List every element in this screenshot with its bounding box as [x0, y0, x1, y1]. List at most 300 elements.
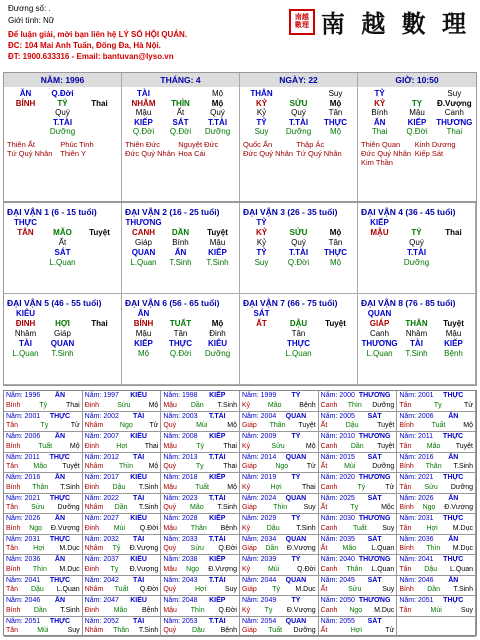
year-phase: T.Sinh — [296, 524, 316, 532]
year-bottom — [242, 442, 316, 452]
year-cell — [397, 453, 476, 474]
year-god: KIÊU — [130, 433, 147, 440]
phone-email-line[interactable]: ĐT: 1900.633316 - Email: bantuvan@lyso.vn — [8, 52, 174, 61]
year-top — [85, 494, 159, 504]
year-branch: Ngọ — [186, 565, 200, 573]
dai-van-title: ĐẠI VẬN 5 (46 - 55 tuổi) — [7, 298, 102, 308]
dai-van-cell: Mậu — [135, 329, 152, 338]
address-line: ĐC: 104 Mai Anh Tuấn, Đống Đa, Hà Nội. — [8, 41, 161, 50]
year-bottom — [6, 585, 80, 595]
dai-van-cell: Thai — [445, 228, 462, 237]
pillar-cell: Tân — [328, 108, 343, 117]
year-phase: Tử — [149, 422, 159, 429]
year-god: T.TÀI — [208, 453, 226, 461]
year-label: Năm: 2009 — [241, 433, 277, 440]
year-bottom — [321, 503, 395, 513]
dai-van-cell: DẬU — [289, 319, 308, 328]
year-branch: Dần — [33, 606, 47, 614]
year-label: Năm: 2035 — [320, 535, 355, 543]
pillar-cell: Thai — [371, 127, 388, 136]
year-stem: Bính — [6, 524, 21, 532]
year-cell — [161, 535, 240, 556]
dai-van-cell: KIẾP — [370, 218, 389, 227]
year-label: Năm: 2033 — [163, 535, 198, 543]
pillar-title: GIỜ: 10:50 — [358, 73, 476, 87]
pillar-2 — [240, 73, 358, 201]
pillar-cell — [81, 89, 118, 99]
year-phase: Đ.Vượng — [444, 504, 473, 511]
year-label: Năm: 2002 — [84, 412, 119, 420]
dai-van-cell — [162, 309, 199, 319]
year-god: THỰC — [442, 433, 464, 440]
year-god: ẤN — [448, 576, 459, 584]
dai-van-cell: L.Quan — [130, 258, 157, 267]
pillar-cell: Canh — [444, 108, 464, 117]
year-phase: T.Sinh — [138, 504, 159, 511]
pillar-cell: Mộ — [211, 98, 224, 108]
star-label: Kim Thần — [361, 157, 393, 167]
year-stem: Đinh — [84, 401, 100, 409]
year-top — [399, 576, 473, 586]
year-cell — [240, 391, 319, 412]
pillar-cell — [81, 108, 118, 118]
dai-van-cell — [81, 309, 118, 319]
year-cell — [83, 453, 162, 474]
year-branch: Thân — [113, 627, 130, 634]
year-bottom — [321, 585, 395, 595]
year-stem: Giáp — [241, 627, 257, 634]
dai-van-cell — [435, 309, 472, 319]
year-bottom — [163, 565, 237, 575]
year-label: Năm: 2001 — [6, 412, 41, 420]
pillar-row — [7, 108, 118, 118]
pillar-cell — [280, 89, 317, 99]
year-branch: Thân — [346, 565, 363, 573]
pillar-row — [243, 89, 354, 99]
year-stem: Giáp — [241, 545, 257, 552]
year-cell — [4, 555, 83, 576]
dai-van-cell: Nhâm — [14, 329, 37, 338]
dai-van-8 — [358, 294, 476, 385]
dai-van-cell — [44, 218, 81, 228]
pillar-cell: TÀI — [137, 89, 150, 98]
dai-van-cell: Kỷ — [256, 238, 267, 247]
year-cell — [4, 494, 83, 515]
year-stem: Ất — [320, 463, 328, 470]
dai-van-cell: TÀI — [410, 339, 423, 348]
dai-van-row — [125, 329, 236, 339]
year-god: T.TÀI — [208, 617, 226, 625]
pillar-row — [125, 118, 236, 128]
year-bottom — [85, 503, 159, 513]
year-phase: L.Quan — [371, 545, 395, 552]
year-branch: Hợi — [350, 627, 362, 634]
year-stem: Tân — [6, 586, 19, 593]
year-phase: Suy — [382, 524, 395, 532]
year-god: SÁT — [367, 617, 382, 625]
pillar-stars — [125, 140, 236, 158]
year-bottom — [399, 544, 473, 554]
dai-van-cell: T.Sinh — [206, 258, 229, 267]
pillar-cell: Ất — [176, 108, 185, 117]
year-top — [85, 453, 159, 463]
dai-van-row — [361, 319, 472, 329]
year-cell — [83, 391, 162, 412]
year-bottom — [321, 483, 395, 493]
year-label: Năm: 2032 — [84, 535, 119, 543]
dai-van-cell — [361, 238, 398, 248]
year-stem: Mậu — [163, 565, 177, 573]
dai-van-cell — [435, 238, 472, 248]
year-phase: Mộ — [305, 442, 316, 450]
year-bottom — [399, 401, 473, 411]
year-branch: Dậu — [112, 483, 126, 491]
pillar-1 — [122, 73, 240, 201]
dai-van-cell — [361, 258, 398, 268]
year-god: T.TÀI — [208, 535, 226, 543]
year-god: TÀI — [132, 576, 145, 584]
year-phase: M.Dục — [59, 565, 80, 573]
year-phase: Suy — [303, 504, 316, 511]
year-label: Năm: 2045 — [320, 576, 355, 584]
year-stem: Tân — [6, 463, 19, 470]
year-god: SÁT — [367, 576, 382, 584]
dai-van-cell — [81, 258, 118, 268]
pillar-cell: Quý — [291, 108, 306, 117]
year-cell — [4, 596, 83, 617]
year-god: KIÊU — [130, 392, 147, 399]
year-bottom — [242, 606, 316, 616]
year-stem: Tân — [6, 422, 19, 429]
year-top — [163, 576, 237, 586]
year-cell — [4, 576, 83, 597]
year-top — [85, 514, 159, 524]
year-branch: Sửu — [190, 545, 204, 552]
year-branch: Dậu — [345, 422, 359, 429]
dai-van-cell — [162, 218, 199, 228]
dai-van-row — [125, 349, 236, 359]
year-label: Năm: 2053 — [163, 617, 198, 625]
year-cell — [4, 617, 83, 638]
year-label: Năm: 2051 — [6, 617, 41, 625]
year-branch: Tuất — [114, 586, 129, 593]
dai-van-cell — [317, 349, 354, 359]
dai-van-row — [125, 258, 236, 268]
year-phase: Đ.Vượng — [286, 606, 316, 614]
year-phase: Tử — [385, 483, 395, 491]
year-branch: Mão — [113, 606, 128, 614]
pillar-cell: TỴ — [411, 98, 423, 108]
year-label: Năm: 2024 — [241, 494, 277, 502]
four-pillars — [3, 72, 477, 202]
year-god: KIÊU — [130, 597, 147, 604]
dai-van-cell — [44, 309, 81, 319]
year-bottom — [321, 442, 395, 452]
dai-van-cell: Bệnh — [444, 349, 463, 358]
year-god: KIẾP — [209, 515, 226, 522]
dai-van-cell: TÀI — [19, 339, 32, 348]
year-phase: Q.Đời — [218, 606, 237, 614]
pillar-cell: SỬU — [289, 98, 308, 108]
year-phase: L.Quan — [56, 586, 80, 593]
year-branch: Dậu — [191, 627, 205, 634]
year-branch: Mão — [190, 504, 204, 511]
pillar-cell: Mộ — [211, 89, 224, 98]
year-top — [6, 391, 80, 401]
year-phase: Đ.Vượng — [208, 565, 237, 573]
year-label: Năm: 2026 — [6, 515, 41, 522]
pillar-cell — [81, 118, 118, 128]
year-branch: Tuất — [195, 483, 209, 491]
year-bottom — [321, 606, 395, 616]
year-stem: Đinh — [84, 442, 100, 450]
year-bottom — [6, 462, 80, 472]
year-god: KIẾP — [209, 392, 226, 399]
dai-van-cell: Giáp — [54, 329, 71, 338]
year-label: Năm: 2004 — [241, 412, 277, 420]
year-phase: T.Sinh — [453, 463, 473, 470]
year-bottom — [242, 421, 316, 431]
dai-van-cell: MÃO — [53, 228, 72, 237]
dai-van-cell: Dưỡng — [204, 349, 231, 358]
year-god: QUAN — [285, 535, 307, 543]
year-label: Năm: 2027 — [84, 515, 119, 522]
year-label: Năm: 2051 — [399, 597, 434, 604]
year-bottom — [399, 442, 473, 452]
year-phase: T.Sinh — [217, 504, 237, 511]
year-stem: Ất — [320, 545, 328, 552]
year-phase: Đ.Vượng — [129, 545, 159, 552]
year-top — [163, 555, 237, 565]
year-label: Năm: 2020 — [320, 474, 355, 481]
dai-van-cell: SỬU — [289, 228, 308, 237]
year-top — [242, 514, 316, 524]
owner-line: Đương số: . — [8, 4, 51, 13]
year-top — [399, 555, 473, 565]
star-label: Thiên Y — [60, 148, 86, 158]
dai-van-cell: T.TÀI — [288, 248, 309, 257]
year-stem: Giáp — [241, 586, 257, 593]
year-cell — [319, 432, 398, 453]
year-bottom — [85, 401, 159, 411]
year-top — [242, 617, 316, 627]
dai-van-cell — [280, 309, 317, 319]
dai-van-cell — [317, 329, 354, 339]
pillar-row — [361, 89, 473, 99]
year-label: Năm: 2041 — [6, 576, 41, 584]
year-cell — [397, 391, 476, 412]
year-god: ẤN — [54, 556, 66, 563]
year-bottom — [163, 503, 237, 513]
year-stem: Tân — [399, 606, 412, 614]
year-branch: Dần — [190, 401, 204, 409]
dai-van-cell: THÂN — [405, 319, 428, 328]
year-cell — [83, 432, 162, 453]
year-bottom — [6, 503, 80, 513]
year-god: THƯƠNG — [358, 474, 391, 481]
year-label: Năm: 2052 — [84, 617, 119, 625]
pillar-cell: BÍNH — [15, 98, 36, 108]
year-phase: T.Sinh — [217, 401, 237, 409]
year-phase: Dưỡng — [372, 401, 395, 409]
pillar-row — [243, 118, 354, 128]
year-god: THƯƠNG — [358, 392, 391, 399]
year-cell — [161, 412, 240, 433]
year-stem: Bính — [399, 422, 414, 429]
year-branch: Dậu — [266, 524, 280, 532]
pillar-cell: T.TÀI — [288, 117, 309, 127]
year-label: Năm: 2029 — [241, 515, 277, 522]
dai-van-1 — [4, 203, 122, 294]
dai-van-cell: Mộ — [137, 349, 150, 358]
year-cell — [83, 535, 162, 556]
year-stem: Mậu — [163, 483, 177, 491]
year-god: KIÊU — [130, 515, 147, 522]
year-label: Năm: 2005 — [320, 412, 355, 420]
year-bottom — [85, 544, 159, 554]
year-phase: M.Dục — [374, 606, 395, 614]
year-top — [163, 453, 237, 463]
year-phase: Tử — [385, 627, 395, 634]
pillar-cell: THÂN — [250, 89, 273, 98]
star-label: Đức Quý Nhân — [361, 148, 412, 158]
dai-van-4 — [358, 203, 476, 294]
year-label: Năm: 2022 — [84, 494, 119, 502]
year-bottom — [242, 503, 316, 513]
dai-van-cell: T.Sinh — [169, 258, 192, 267]
pillar-row — [243, 108, 354, 118]
year-branch: Mùi — [267, 565, 280, 573]
year-top — [85, 555, 159, 565]
dai-van-cell — [435, 248, 472, 258]
year-cell — [240, 576, 319, 597]
dai-van-cell — [7, 258, 44, 268]
year-god: ĂN — [54, 392, 66, 399]
pillar-cell: Quý — [210, 108, 225, 117]
dai-van-cell: TÝ — [411, 228, 422, 237]
year-branch: Ngọ — [119, 422, 133, 429]
year-branch: Tý — [357, 483, 366, 491]
year-stem: Nhâm — [84, 586, 104, 593]
dai-van-cell: Thai — [91, 319, 108, 328]
year-god: TỶ — [291, 433, 301, 440]
year-god: QUAN — [285, 412, 307, 420]
dai-van-row — [361, 218, 472, 228]
year-stem: Bính — [6, 401, 21, 409]
year-god: QUAN — [285, 576, 307, 584]
pillar-cell: SÁT — [172, 117, 189, 127]
year-cell — [4, 391, 83, 412]
year-branch: Thân — [425, 463, 442, 470]
dai-van-cell — [243, 349, 280, 359]
dai-van-row — [243, 319, 354, 329]
pillar-cell: Suy — [447, 89, 462, 98]
dai-van-row — [243, 218, 354, 228]
year-branch: Ngọ — [29, 524, 43, 532]
year-cell — [397, 596, 476, 617]
year-god: KIẾP — [209, 433, 226, 440]
year-branch: Thân — [32, 483, 49, 491]
year-stem: Kỷ — [241, 565, 251, 573]
year-label: Năm: 2003 — [163, 412, 198, 420]
year-stem: Quý — [163, 463, 177, 470]
dai-van-cell: CANH — [131, 228, 156, 237]
year-stem: Quý — [163, 627, 177, 634]
year-top — [242, 596, 316, 606]
year-label: Năm: 2006 — [399, 412, 434, 420]
pillar-cell — [7, 127, 44, 137]
year-label: Năm: 2055 — [320, 617, 355, 625]
year-label: Năm: 2008 — [163, 433, 198, 440]
year-phase: Thai — [223, 442, 237, 450]
year-god: ẤN — [448, 412, 459, 420]
year-cell — [319, 494, 398, 515]
dai-van-cell — [398, 309, 435, 319]
pillar-cell: T.TÀI — [52, 117, 73, 127]
year-stem: Canh — [320, 483, 338, 491]
dai-van-row — [243, 309, 354, 319]
year-cell — [161, 514, 240, 535]
brand-title: 南 越 數 理 — [320, 9, 470, 38]
year-god: THỰC — [49, 535, 71, 543]
year-god: ẤN — [448, 535, 459, 543]
dai-van-row — [361, 339, 472, 349]
dai-van-cell — [7, 238, 44, 248]
star-label: Hoa Cái — [178, 148, 206, 158]
pillar-cell: Mộ — [329, 98, 342, 108]
pillar-cell: TỶ — [256, 117, 267, 127]
year-label: Năm: 2036 — [6, 556, 41, 563]
pillar-cell: Q.Đời — [169, 127, 192, 136]
year-label: Năm: 2043 — [163, 576, 198, 584]
year-god: ẤN — [448, 494, 459, 502]
year-stem: Đinh — [84, 483, 100, 491]
dai-van-cell: L.Quan — [49, 258, 76, 267]
year-label: Năm: 2039 — [241, 556, 277, 563]
year-top — [321, 596, 395, 606]
year-phase: Mộ — [227, 483, 237, 491]
year-stem: Mậu — [163, 524, 177, 532]
year-phase: Tử — [306, 463, 316, 470]
year-branch: Hợi — [33, 545, 45, 552]
year-cell — [4, 535, 83, 556]
pillar-row — [125, 127, 236, 137]
year-cell — [4, 473, 83, 494]
year-bottom — [399, 585, 473, 595]
year-bottom — [163, 421, 237, 431]
pillar-stars — [243, 140, 354, 158]
year-top — [242, 412, 316, 422]
year-label: Năm: 2023 — [163, 494, 198, 502]
year-top — [242, 391, 316, 401]
dai-van-row — [125, 339, 236, 349]
dai-van-cell: TỶ — [256, 218, 267, 227]
brand-logo — [289, 4, 470, 39]
dai-van-cell: THỰC — [323, 248, 348, 257]
year-stem: Nhâm — [84, 422, 104, 429]
dai-van-cell: Q.Đời — [169, 349, 192, 358]
pillar-3 — [358, 73, 476, 201]
year-branch: Sửu — [348, 586, 362, 593]
year-bottom — [399, 421, 473, 431]
year-label: Năm: 2034 — [241, 535, 277, 543]
pillar-stars — [361, 140, 473, 167]
year-branch: Thân — [190, 524, 207, 532]
year-phase: Bệnh — [141, 606, 159, 614]
dai-van-cell: TUẤT — [169, 319, 192, 328]
year-god: T.TÀI — [208, 412, 226, 420]
year-god: SÁT — [367, 535, 382, 543]
